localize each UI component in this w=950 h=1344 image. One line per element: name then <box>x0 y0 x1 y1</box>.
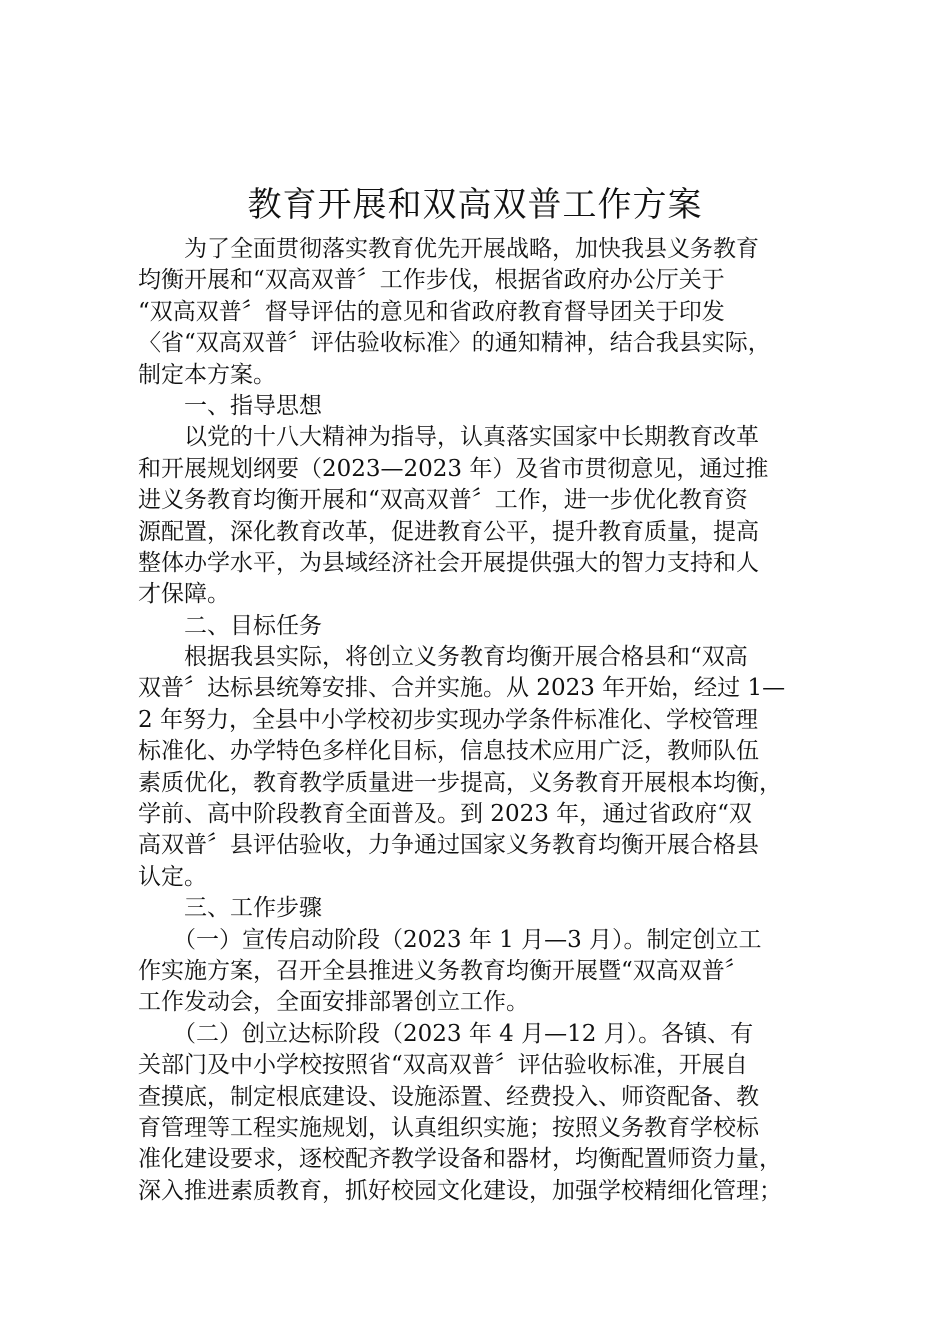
document-title: 教育开展和双高双普工作方案 <box>247 185 703 225</box>
text-line: 查摸底，制定根底建设、设施添置、经费投入、师资配备、教 <box>138 1083 759 1110</box>
text-line: 制定本方案。 <box>138 361 276 388</box>
text-line: “双高双普〞督导评估的意见和省政府教育督导团关于印发 <box>138 298 725 325</box>
text-line: 认定。 <box>138 863 207 890</box>
text-line: 为了全面贯彻落实教育优先开展战略，加快我县义务教育 <box>184 236 759 262</box>
text-line: 整体办学水平，为县域经济社会开展提供强大的智力支持和人 <box>138 549 759 576</box>
text-line: 素质优化，教育教学质量进一步提高，义务教育开展根本均衡， <box>138 769 782 796</box>
text-line: 均衡开展和“双高双普〞工作步伐，根据省政府办公厅关于 <box>138 267 725 294</box>
text-line: 工作发动会，全面安排部署创立工作。 <box>138 989 529 1016</box>
text-line: 双普〞达标县统筹安排、合并实施。从 2023 年开始，经过 1— <box>138 675 786 702</box>
text-line: 2 年努力，全县中小学校初步实现办学条件标准化、学校管理 <box>138 706 758 733</box>
text-line: 关部门及中小学校按照省“双高双普〞评估验收标准，开展自 <box>138 1052 748 1079</box>
text-line: 高双普〞县评估验收，力争通过国家义务教育均衡开展合格县 <box>138 832 759 859</box>
text-line: 源配置，深化教育改革，促进教育公平，提升教育质量，提高 <box>138 518 759 545</box>
text-line: 才保障。 <box>138 581 230 608</box>
text-line: 三、工作步骤 <box>184 895 322 922</box>
text-line: （二）创立达标阶段（2023 年 4 月—12 月）。各镇、有 <box>173 1020 754 1047</box>
text-line: 标准化、办学特色多样化目标，信息技术应用广泛，教师队伍 <box>138 738 759 765</box>
text-line: 深入推进素质教育，抓好校园文化建设，加强学校精细化管理； <box>138 1177 782 1204</box>
text-line: 二、目标任务 <box>184 612 322 639</box>
text-line: 育管理等工程实施规划，认真组织实施；按照义务教育学校标 <box>138 1114 759 1141</box>
text-line: 准化建设要求，逐校配齐教学设备和器材，均衡配置师资力量， <box>138 1146 782 1173</box>
text-line: 以党的十八大精神为指导，认真落实国家中长期教育改革 <box>184 424 759 451</box>
text-line: 学前、高中阶段教育全面普及。到 2023 年，通过省政府“双 <box>138 801 752 828</box>
text-line: 进义务教育均衡开展和“双高双普〞工作，进一步优化教育资 <box>138 487 748 514</box>
text-line: 一、指导思想 <box>184 392 322 419</box>
text-line: 和开展规划纲要（2023—2023 年）及省市贯彻意见，通过推 <box>138 455 769 482</box>
text-line: 〈省“双高双普〞评估验收标准〉的通知精神，结合我县实际， <box>138 330 771 357</box>
text-line: 作实施方案，召开全县推进义务教育均衡开展暨“双高双普〞 <box>138 957 748 984</box>
document-body <box>138 234 838 1207</box>
text-line: （一）宣传启动阶段（2023 年 1 月—3 月）。制定创立工 <box>173 926 762 953</box>
text-line: 根据我县实际，将创立义务教育均衡开展合格县和“双高 <box>184 644 748 671</box>
